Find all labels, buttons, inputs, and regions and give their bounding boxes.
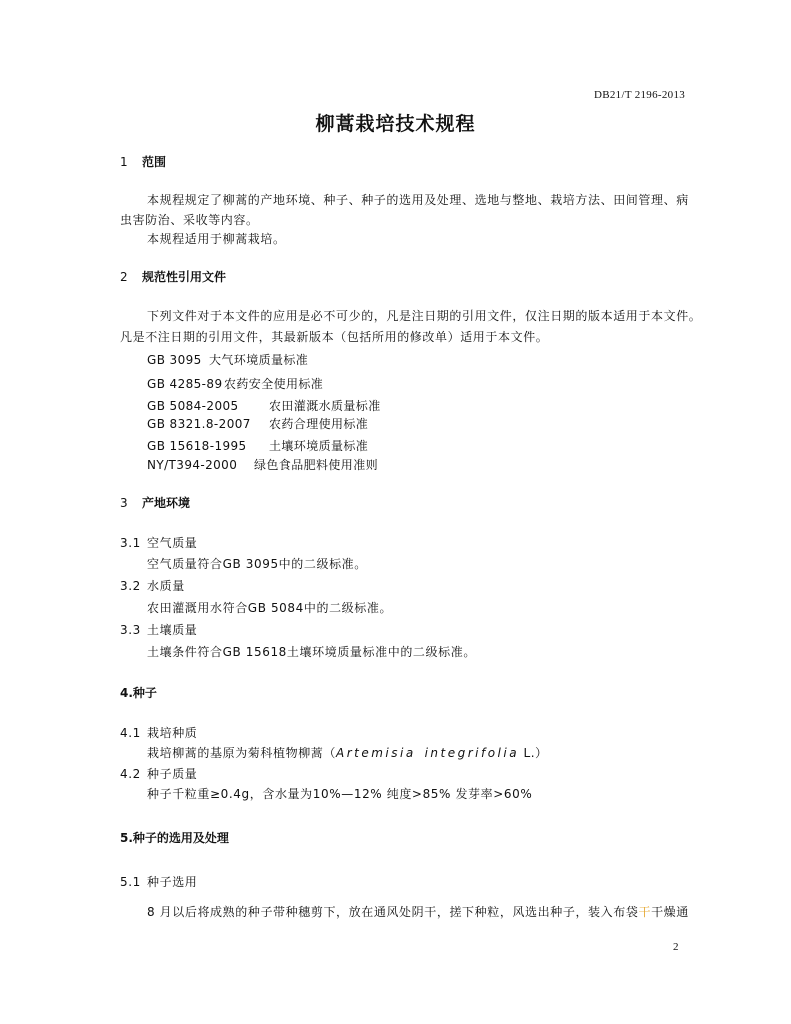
subsection-title: 水质量	[147, 579, 185, 593]
subsection-3-1-heading	[120, 534, 197, 551]
paragraph-line: 土壤条件符合GB 15618土壤环境质量标准中的二级标准。	[147, 645, 476, 659]
subsection-title: 土壤质量	[147, 623, 198, 637]
subsection-number: 3.1	[120, 536, 141, 550]
section-title: 规范性引用文件	[142, 270, 227, 284]
section-title: 产地环境	[142, 496, 191, 510]
reference-item	[147, 437, 368, 454]
reference-item	[147, 375, 323, 392]
paragraph-line: 下列文件对于本文件的应用是必不可少的，凡是注日期的引用文件，仅注日期的版本适用于本文件。	[147, 309, 702, 323]
paragraph-line: 空气质量符合GB 3095中的二级标准。	[147, 557, 367, 571]
page-title: 柳蒿栽培技术规程	[315, 113, 476, 135]
subsection-title: 种子选用	[147, 875, 198, 889]
section-number: 3	[120, 496, 128, 510]
text-segment: 8 月以后将成熟的种子带种穗剪下，放在通风处阴干，搓下种粒，风选出种子，装入布袋	[147, 905, 639, 919]
subsection-title: 空气质量	[147, 536, 198, 550]
section-title: 种子的选用及处理	[132, 831, 229, 845]
subsection-number: 3.2	[120, 579, 141, 593]
reference-code: GB 4285-89	[147, 377, 223, 391]
subsection-5-1-heading	[120, 873, 197, 890]
reference-code: GB 3095	[147, 353, 202, 367]
text-segment: 干燥通	[651, 905, 689, 919]
reference-name: 农药安全使用标准	[224, 377, 324, 391]
paragraph-line: 种子千粒重≥0.4g，含水量为10%—12% 纯度>85% 发芽率>60%	[147, 787, 533, 801]
section-number: 2	[120, 270, 128, 284]
reference-item	[147, 456, 378, 473]
subsection-title: 栽培种质	[147, 726, 198, 740]
reference-code: GB 5084-2005	[147, 399, 239, 413]
page-number: 2	[673, 941, 679, 953]
section-title: 范围	[142, 155, 167, 169]
subsection-title: 种子质量	[147, 767, 198, 781]
reference-name: 农田灌溉水质量标准	[269, 399, 381, 413]
standard-code: DB21/T 2196-2013	[594, 89, 686, 101]
reference-item	[147, 415, 368, 432]
text-segment: 栽培柳蒿的基原为菊科植物柳蒿（	[147, 746, 337, 760]
latin-species: integrifolia	[424, 746, 520, 760]
paragraph-line	[147, 744, 548, 761]
reference-code: GB 8321.8-2007	[147, 417, 251, 431]
paragraph-line: 虫害防治、采收等内容。	[120, 213, 259, 227]
paragraph-line	[147, 903, 689, 920]
subsection-number: 4.1	[120, 726, 141, 740]
section-title: 种子	[132, 686, 157, 700]
section-number: 1	[120, 155, 128, 169]
text-segment: L.）	[519, 746, 548, 760]
latin-genus: Artemisia	[336, 746, 416, 760]
section-4-heading	[120, 684, 157, 701]
subsection-4-2-heading	[120, 765, 197, 782]
subsection-3-2-heading	[120, 577, 185, 594]
subsection-number: 5.1	[120, 875, 141, 889]
reference-name: 大气环境质量标准	[209, 353, 309, 367]
section-5-heading	[120, 829, 229, 846]
subsection-number: 4.2	[120, 767, 141, 781]
highlighted-character: 干	[638, 905, 652, 919]
section-number: 4.	[120, 686, 133, 700]
reference-name: 土壤环境质量标准	[269, 439, 369, 453]
reference-name: 绿色食品肥料使用准则	[254, 458, 379, 472]
paragraph-line: 凡是不注日期的引用文件，其最新版本（包括所用的修改单）适用于本文件。	[120, 330, 549, 344]
section-2-heading	[120, 268, 226, 285]
reference-item	[147, 351, 308, 368]
subsection-number: 3.3	[120, 623, 141, 637]
paragraph-line: 本规程适用于柳蒿栽培。	[147, 232, 286, 246]
reference-code: GB 15618-1995	[147, 439, 247, 453]
paragraph-line: 农田灌溉用水符合GB 5084中的二级标准。	[147, 601, 393, 615]
paragraph-line: 本规程规定了柳蒿的产地环境、种子、种子的选用及处理、选地与整地、栽培方法、田间管理、病	[147, 193, 689, 207]
reference-code: NY/T394-2000	[147, 458, 238, 472]
subsection-4-1-heading	[120, 724, 197, 741]
section-1-heading	[120, 153, 166, 170]
reference-item	[147, 397, 381, 414]
subsection-3-3-heading	[120, 621, 197, 638]
reference-name: 农药合理使用标准	[269, 417, 369, 431]
section-3-heading	[120, 494, 190, 511]
section-number: 5.	[120, 831, 133, 845]
